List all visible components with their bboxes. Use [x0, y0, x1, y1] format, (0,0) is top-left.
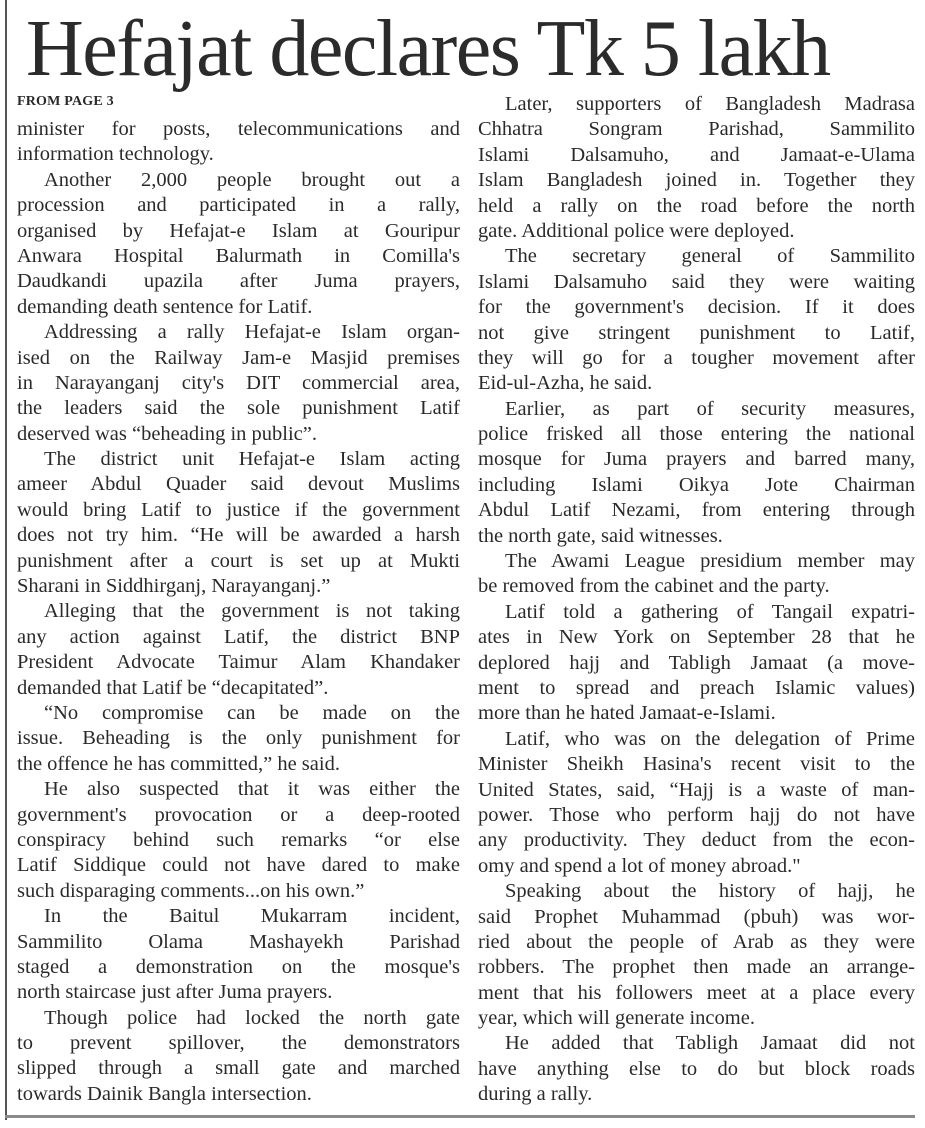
text-line: year, which will generate income. [478, 1007, 755, 1030]
text-line: police frisked all those entering the national [478, 423, 915, 446]
text-line: Alleging that the government is not taking [44, 600, 460, 623]
text-line: ameer Abdul Quader said devout Muslims [17, 473, 460, 496]
text-line: slipped through a small gate and marched [17, 1057, 460, 1080]
paragraph [478, 397, 915, 549]
text-line: demanding death sentence for Latif. [17, 295, 313, 318]
text-line: ised on the Railway Jam-e Masjid premises [17, 346, 460, 369]
text-line: held a rally on the road before the north [478, 194, 915, 217]
text-line: The secretary general of Sammilito [505, 245, 915, 268]
text-line: does not try him. “He will be awarded a harsh [17, 524, 460, 547]
text-line: such disparaging comments...on his own.” [17, 879, 365, 902]
text-line: Sammilito Olama Mashayekh Parishad [17, 930, 460, 953]
text-line: Abdul Latif Nezami, from entering through [478, 499, 915, 522]
text-line: The district unit Hefajat-e Islam acting [44, 448, 460, 471]
text-line: have anything else to do but block roads [478, 1057, 915, 1080]
text-line: Anwara Hospital Balurmath in Comilla's [17, 244, 460, 267]
text-line: said Prophet Muhammad (pbuh) was wor- [478, 905, 915, 928]
text-line: more than he hated Jamaat-e-Islami. [478, 702, 776, 725]
text-line: Sharani in Siddhirganj, Narayanganj.” [17, 575, 331, 598]
paragraph [478, 92, 915, 244]
text-line: procession and participated in a rally, [17, 194, 460, 217]
text-line: Islami Dalsamuho said they were waiting [478, 270, 915, 293]
text-line: any productivity. They deduct from the econ- [478, 829, 915, 852]
text-line: Islam Bangladesh joined in. Together they [478, 169, 915, 192]
text-line: gate. Additional police were deployed. [478, 219, 795, 242]
paragraph [17, 447, 460, 599]
text-line: the offence he has committed,” he said. [17, 752, 340, 775]
text-line: Addressing a rally Hefajat-e Islam organ- [44, 321, 460, 344]
text-line: the north gate, said witnesses. [478, 524, 723, 547]
headline: Hefajat declares Tk 5 lakh [26, 5, 830, 93]
text-line: Eid-ul-Azha, he said. [478, 372, 653, 395]
paragraph [17, 777, 460, 904]
text-line: omy and spend a lot of money abroad." [478, 854, 801, 877]
paragraph [17, 117, 460, 168]
paragraph [17, 701, 460, 777]
text-line: “No compromise can be made on the [44, 701, 460, 724]
paragraph [17, 599, 460, 701]
text-line: Later, supporters of Bangladesh Madrasa [505, 93, 915, 115]
paragraph [478, 1031, 915, 1107]
text-line: ment that his followers meet at a place every [478, 981, 915, 1004]
jump-line-from-page: FROM PAGE 3 [17, 94, 114, 109]
text-line: including Islami Oikya Jote Chairman [478, 473, 915, 496]
bottom-rule [5, 1115, 915, 1118]
text-line: would bring Latif to justice if the government [17, 498, 460, 521]
text-line: for the government's decision. If it does [478, 296, 915, 319]
text-line: any action against Latif, the district BNP [17, 625, 460, 648]
article-column-1 [17, 117, 460, 1107]
text-line: He added that Tabligh Jamaat did not [505, 1032, 915, 1055]
paragraph [17, 168, 460, 320]
text-line: Latif told a gathering of Tangail expatri- [505, 600, 915, 623]
text-line: deplored hajj and Tabligh Jamaat (a move- [478, 651, 915, 674]
text-line: in Narayanganj city's DIT commercial area, [17, 371, 460, 394]
text-line: ment to spread and preach Islamic values) [478, 676, 915, 699]
text-line: deserved was “beheading in public”. [17, 422, 317, 445]
text-line: robbers. The prophet then made an arrange- [478, 956, 915, 979]
paragraph [478, 600, 915, 727]
text-line: to prevent spillover, the demonstrators [17, 1032, 460, 1055]
text-line: organised by Hefajat-e Islam at Gouripur [17, 219, 460, 242]
text-line: minister for posts, telecommunications and [17, 118, 460, 140]
text-line: mosque for Juma prayers and barred many, [478, 448, 915, 471]
text-line: staged a demonstration on the mosque's [17, 955, 460, 978]
article-column-2 [478, 92, 915, 1108]
paragraph [17, 1006, 460, 1108]
text-line: towards Dainik Bangla intersection. [17, 1082, 312, 1105]
paragraph [478, 549, 915, 600]
text-line: they will go for a tougher movement after [478, 346, 915, 369]
text-line: The Awami League presidium member may [505, 550, 915, 573]
text-line: ried about the people of Arab as they were [478, 930, 915, 953]
text-line: information technology. [17, 143, 214, 166]
text-line: ates in New York on September 28 that he [478, 626, 915, 649]
text-line: United States, said, “Hajj is a waste of man- [478, 778, 915, 801]
text-line: demanded that Latif be “decapitated”. [17, 676, 329, 699]
text-line: punishment after a court is set up at Mukti [17, 549, 460, 572]
text-line: Latif, who was on the delegation of Prime [505, 727, 915, 750]
text-line: north staircase just after Juma prayers. [17, 981, 333, 1004]
text-line: He also suspected that it was either the [44, 778, 460, 801]
text-line: In the Baitul Mukarram incident, [44, 905, 460, 928]
text-line: Speaking about the history of hajj, he [505, 880, 915, 903]
text-line: Earlier, as part of security measures, [505, 397, 915, 420]
paragraph [478, 244, 915, 396]
text-line: power. Those who perform hajj do not have [478, 803, 915, 826]
text-line: conspiracy behind such remarks “or else [17, 828, 460, 851]
text-line: the leaders said the sole punishment Latif [17, 397, 460, 420]
text-line: President Advocate Taimur Alam Khandaker [17, 651, 460, 674]
text-line: during a rally. [478, 1083, 593, 1106]
text-line: Though police had locked the north gate [44, 1006, 460, 1029]
text-line: Another 2,000 people brought out a [44, 168, 460, 191]
paragraph [17, 904, 460, 1006]
paragraph [17, 320, 460, 447]
text-line: Latif Siddique could not have dared to make [17, 854, 460, 877]
text-line: Chhatra Songram Parishad, Sammilito [478, 118, 915, 141]
text-line: be removed from the cabinet and the party. [478, 575, 830, 598]
text-line: Minister Sheikh Hasina's recent visit to the [478, 753, 915, 776]
paragraph [478, 727, 915, 879]
text-line: Daudkandi upazila after Juma prayers, [17, 270, 460, 293]
text-line: Islami Dalsamuho, and Jamaat-e-Ulama [478, 143, 915, 166]
text-line: issue. Beheading is the only punishment for [17, 727, 460, 750]
paragraph [478, 879, 915, 1031]
text-line: government's provocation or a deep-rooted [17, 803, 460, 826]
text-line: not give stringent punishment to Latif, [478, 321, 915, 344]
column-rule-left [5, 0, 7, 1120]
